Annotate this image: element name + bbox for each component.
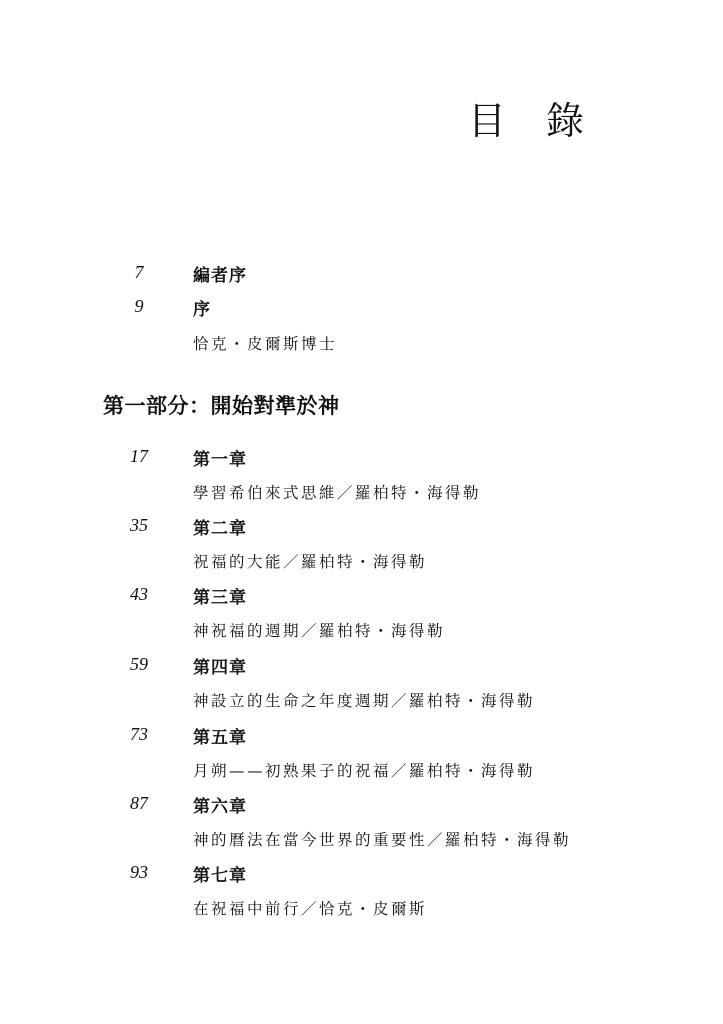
- page-title: 目 錄: [467, 99, 598, 143]
- page-number: 7: [134, 262, 144, 282]
- chapter-title: 第四章: [193, 658, 247, 678]
- entry-author: 恰克・皮爾斯博士: [193, 335, 338, 353]
- chapter-title: 第一章: [193, 450, 247, 470]
- chapter-subtitle: 月朔——初熟果子的祝福／羅柏特・海得勒: [193, 762, 536, 780]
- chapter-subtitle: 神設立的生命之年度週期／羅柏特・海得勒: [193, 692, 536, 710]
- chapter-title: 第五章: [193, 728, 247, 748]
- page-number: 73: [130, 724, 148, 744]
- entry-title: 序: [193, 300, 211, 320]
- chapter-subtitle: 神的曆法在當今世界的重要性／羅柏特・海得勒: [193, 831, 572, 849]
- page-number: 17: [130, 446, 148, 466]
- chapter-subtitle: 神祝福的週期／羅柏特・海得勒: [193, 622, 446, 640]
- page-number: 9: [134, 296, 144, 316]
- chapter-title: 第七章: [193, 866, 247, 886]
- page-number: 59: [130, 654, 148, 674]
- part-heading: 第一部分：開始對準於神: [103, 394, 340, 418]
- chapter-subtitle: 學習希伯來式思維／羅柏特・海得勒: [193, 484, 482, 502]
- page-number: 43: [130, 584, 148, 604]
- chapter-title: 第二章: [193, 519, 247, 539]
- chapter-subtitle: 在祝福中前行／恰克・皮爾斯: [193, 900, 428, 918]
- chapter-subtitle: 祝福的大能／羅柏特・海得勒: [193, 553, 428, 571]
- page-number: 93: [130, 862, 148, 882]
- chapter-title: 第六章: [193, 797, 247, 817]
- chapter-title: 第三章: [193, 588, 247, 608]
- page-number: 87: [130, 793, 148, 813]
- entry-title: 編者序: [193, 266, 247, 286]
- page-number: 35: [130, 515, 148, 535]
